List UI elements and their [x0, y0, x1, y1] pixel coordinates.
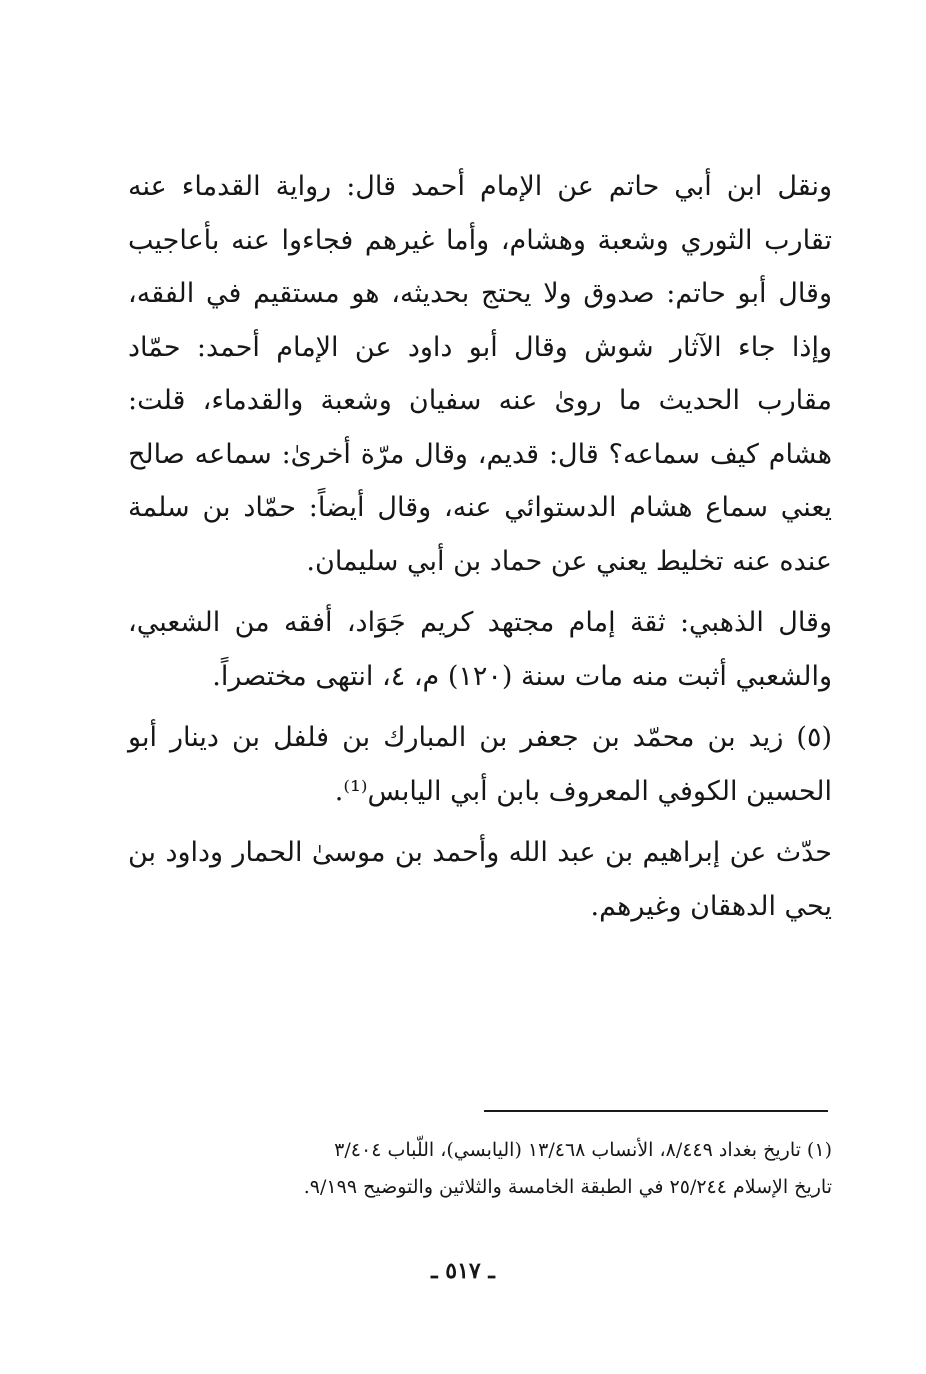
footnote-divider: [484, 1110, 828, 1112]
footnote-line: (١) تاريخ بغداد ٨/٤٤٩، الأنساب ١٣/٤٦٨ (اليابسي)، اللّباب ٣/٤٠٤: [334, 1139, 832, 1161]
paragraph-biography-entry: (٥) زيد بن محمّد بن جعفر بن المبارك بن فلفل بن دينار أبو الحسين الكوفي المعروف بابن أبي اليابس⁽¹⁾.: [128, 722, 832, 807]
main-text: [128, 160, 832, 933]
footnotes: [128, 1132, 832, 1206]
page-number: ـ ٥١٧ ـ: [431, 1258, 495, 1284]
paragraph-hammad-narrations: ونقل ابن أبي حاتم عن الإمام أحمد قال: رواية القدماء عنه تقارب الثوري وشعبة وهشام، وأما غيرهم فجاءوا عنه بأعاجيب وقال أبو حاتم: صدوق ولا يحتج بحديثه، هو مستقيم في الفقه، وإذا جاء الآثار شوش وقال أبو داود عن الإمام أحمد: حمّاد مقارب الحديث ما روىٰ عنه سفيان وشعبة والقدماء، قلت: هشام كيف سماعه؟ قال: قديم، وقال مرّة أخرىٰ: سماعه صالح يعني سماع هشام الدستوائي عنه، وقال أيضاً: حمّاد بن سلمة عنده عنه تخليط يعني عن حماد بن أبي سليمان.: [128, 171, 832, 577]
paragraph-dhahabi-assessment: وقال الذهبي: ثقة إمام مجتهد كريم جَوَاد، أفقه من الشعبي، والشعبي أثبت منه مات سنة (١٢٠) م، ٤، انتهى مختصراً.: [128, 607, 832, 692]
paragraph-narrated-from: حدّث عن إبراهيم بن عبد الله وأحمد بن موسىٰ الحمار وداود بن يحي الدهقان وغيرهم.: [128, 837, 832, 922]
footnote-line: تاريخ الإسلام ٢٥/٢٤٤ في الطبقة الخامسة والثلاثين والتوضيح ٩/١٩٩.: [303, 1176, 832, 1198]
